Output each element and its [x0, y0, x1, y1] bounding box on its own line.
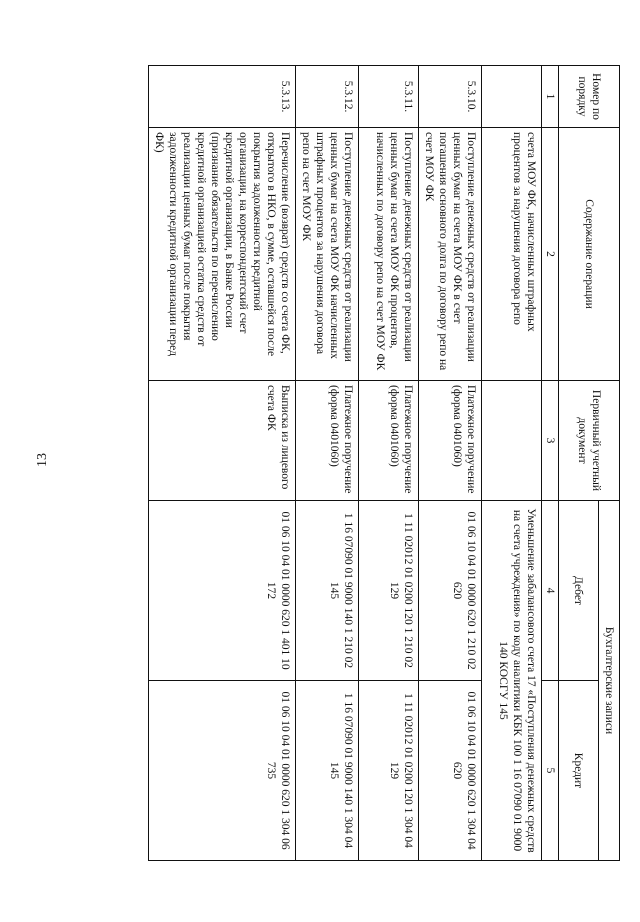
row-number: 5.3.13. [149, 66, 296, 128]
row-debit: 1 16 07090 01 9000 140 1 210 02 145 [296, 501, 359, 681]
row-number: 5.3.10. [419, 66, 482, 128]
rotated-table-container [75, 65, 620, 860]
row-content: Поступление денежных средств от реализации ценных бумаг на счета МОУ ФК начисленных штрафных процентов за нарушения договора репо на счет МОУ ФК [296, 128, 359, 381]
row-number: 5.3.11. [359, 66, 419, 128]
row-document: Платежное поручение (форма 0401060) [296, 381, 359, 501]
header-content: Содержание операции [559, 128, 620, 381]
accounting-table [148, 65, 620, 861]
row-number: 5.3.12. [296, 66, 359, 128]
row-credit: 01 06 10 04 01 0000 620 1 304 04 620 [419, 681, 482, 861]
row-document: Платежное поручение (форма 0401060) [359, 381, 419, 501]
header-accounting: Бухгалтерские записи [599, 501, 620, 861]
table-row [482, 66, 542, 861]
row-credit: 01 06 10 04 01 0000 620 1 304 06 735 [149, 681, 296, 861]
row-content: Перечисление (возврат) средств со счета ФК, открытого в НКО, в сумме, оставшейся после покрытия задолженности кредитной организации, на корреспондентский счет кредитной организации, в Банке России (признание обязательств по перечислению кредитной организацией остатка средств от реализации ценных бумаг после покрытия задолженности кредитной организации перед ФК) [149, 128, 296, 381]
header-num: Номер по порядку [559, 66, 620, 128]
header-debit: Дебет [559, 501, 599, 681]
row-document [482, 381, 542, 501]
table-row [359, 66, 419, 861]
row-document: Платежное поручение (форма 0401060) [419, 381, 482, 501]
row-credit: 1 16 07090 01 9000 140 1 304 04 145 [296, 681, 359, 861]
index-cell: 2 [542, 128, 559, 381]
row-content: счета МОУ ФК, начисленных штрафных процентов за нарушения договора репо [482, 128, 542, 381]
index-cell: 4 [542, 501, 559, 681]
header-doc: Первичный учетный документ [559, 381, 620, 501]
index-cell: 1 [542, 66, 559, 128]
row-content: Поступление денежных средств от реализации ценных бумаг на счета МОУ ФК в счет погашения основного долга по договору репо на счет МОУ ФК [419, 128, 482, 381]
row-document: Выписка из лицевого счета ФК [149, 381, 296, 501]
row-debit: 01 06 10 04 01 0000 620 1 210 02 620 [419, 501, 482, 681]
index-cell: 5 [542, 681, 559, 861]
table-row [296, 66, 359, 861]
table-row [419, 66, 482, 861]
row-credit: 1 11 02012 01 0200 120 1 304 04 129 [359, 681, 419, 861]
row-content: Поступление денежных средств от реализации ценных бумаг на счета МОУ ФК процентов, начисленных по договору репо на счет МОУ ФК [359, 128, 419, 381]
row-merged-note: Уменьшение забалансового счета 17 «Поступления денежных средств на счета учреждения» по коду аналитики КБК 100 1 16 07090 01 9000 140 КОСГУ 145 [482, 501, 542, 861]
page-number: 13 [35, 453, 50, 467]
row-debit: 01 06 10 04 01 0000 620 1 401 10 172 [149, 501, 296, 681]
row-number [482, 66, 542, 128]
table-row [149, 66, 296, 861]
row-debit: 1 11 02012 01 0200 120 1 210 02 129 [359, 501, 419, 681]
header-credit: Кредит [559, 681, 599, 861]
index-row [542, 66, 559, 861]
index-cell: 3 [542, 381, 559, 501]
header-row [599, 66, 620, 861]
